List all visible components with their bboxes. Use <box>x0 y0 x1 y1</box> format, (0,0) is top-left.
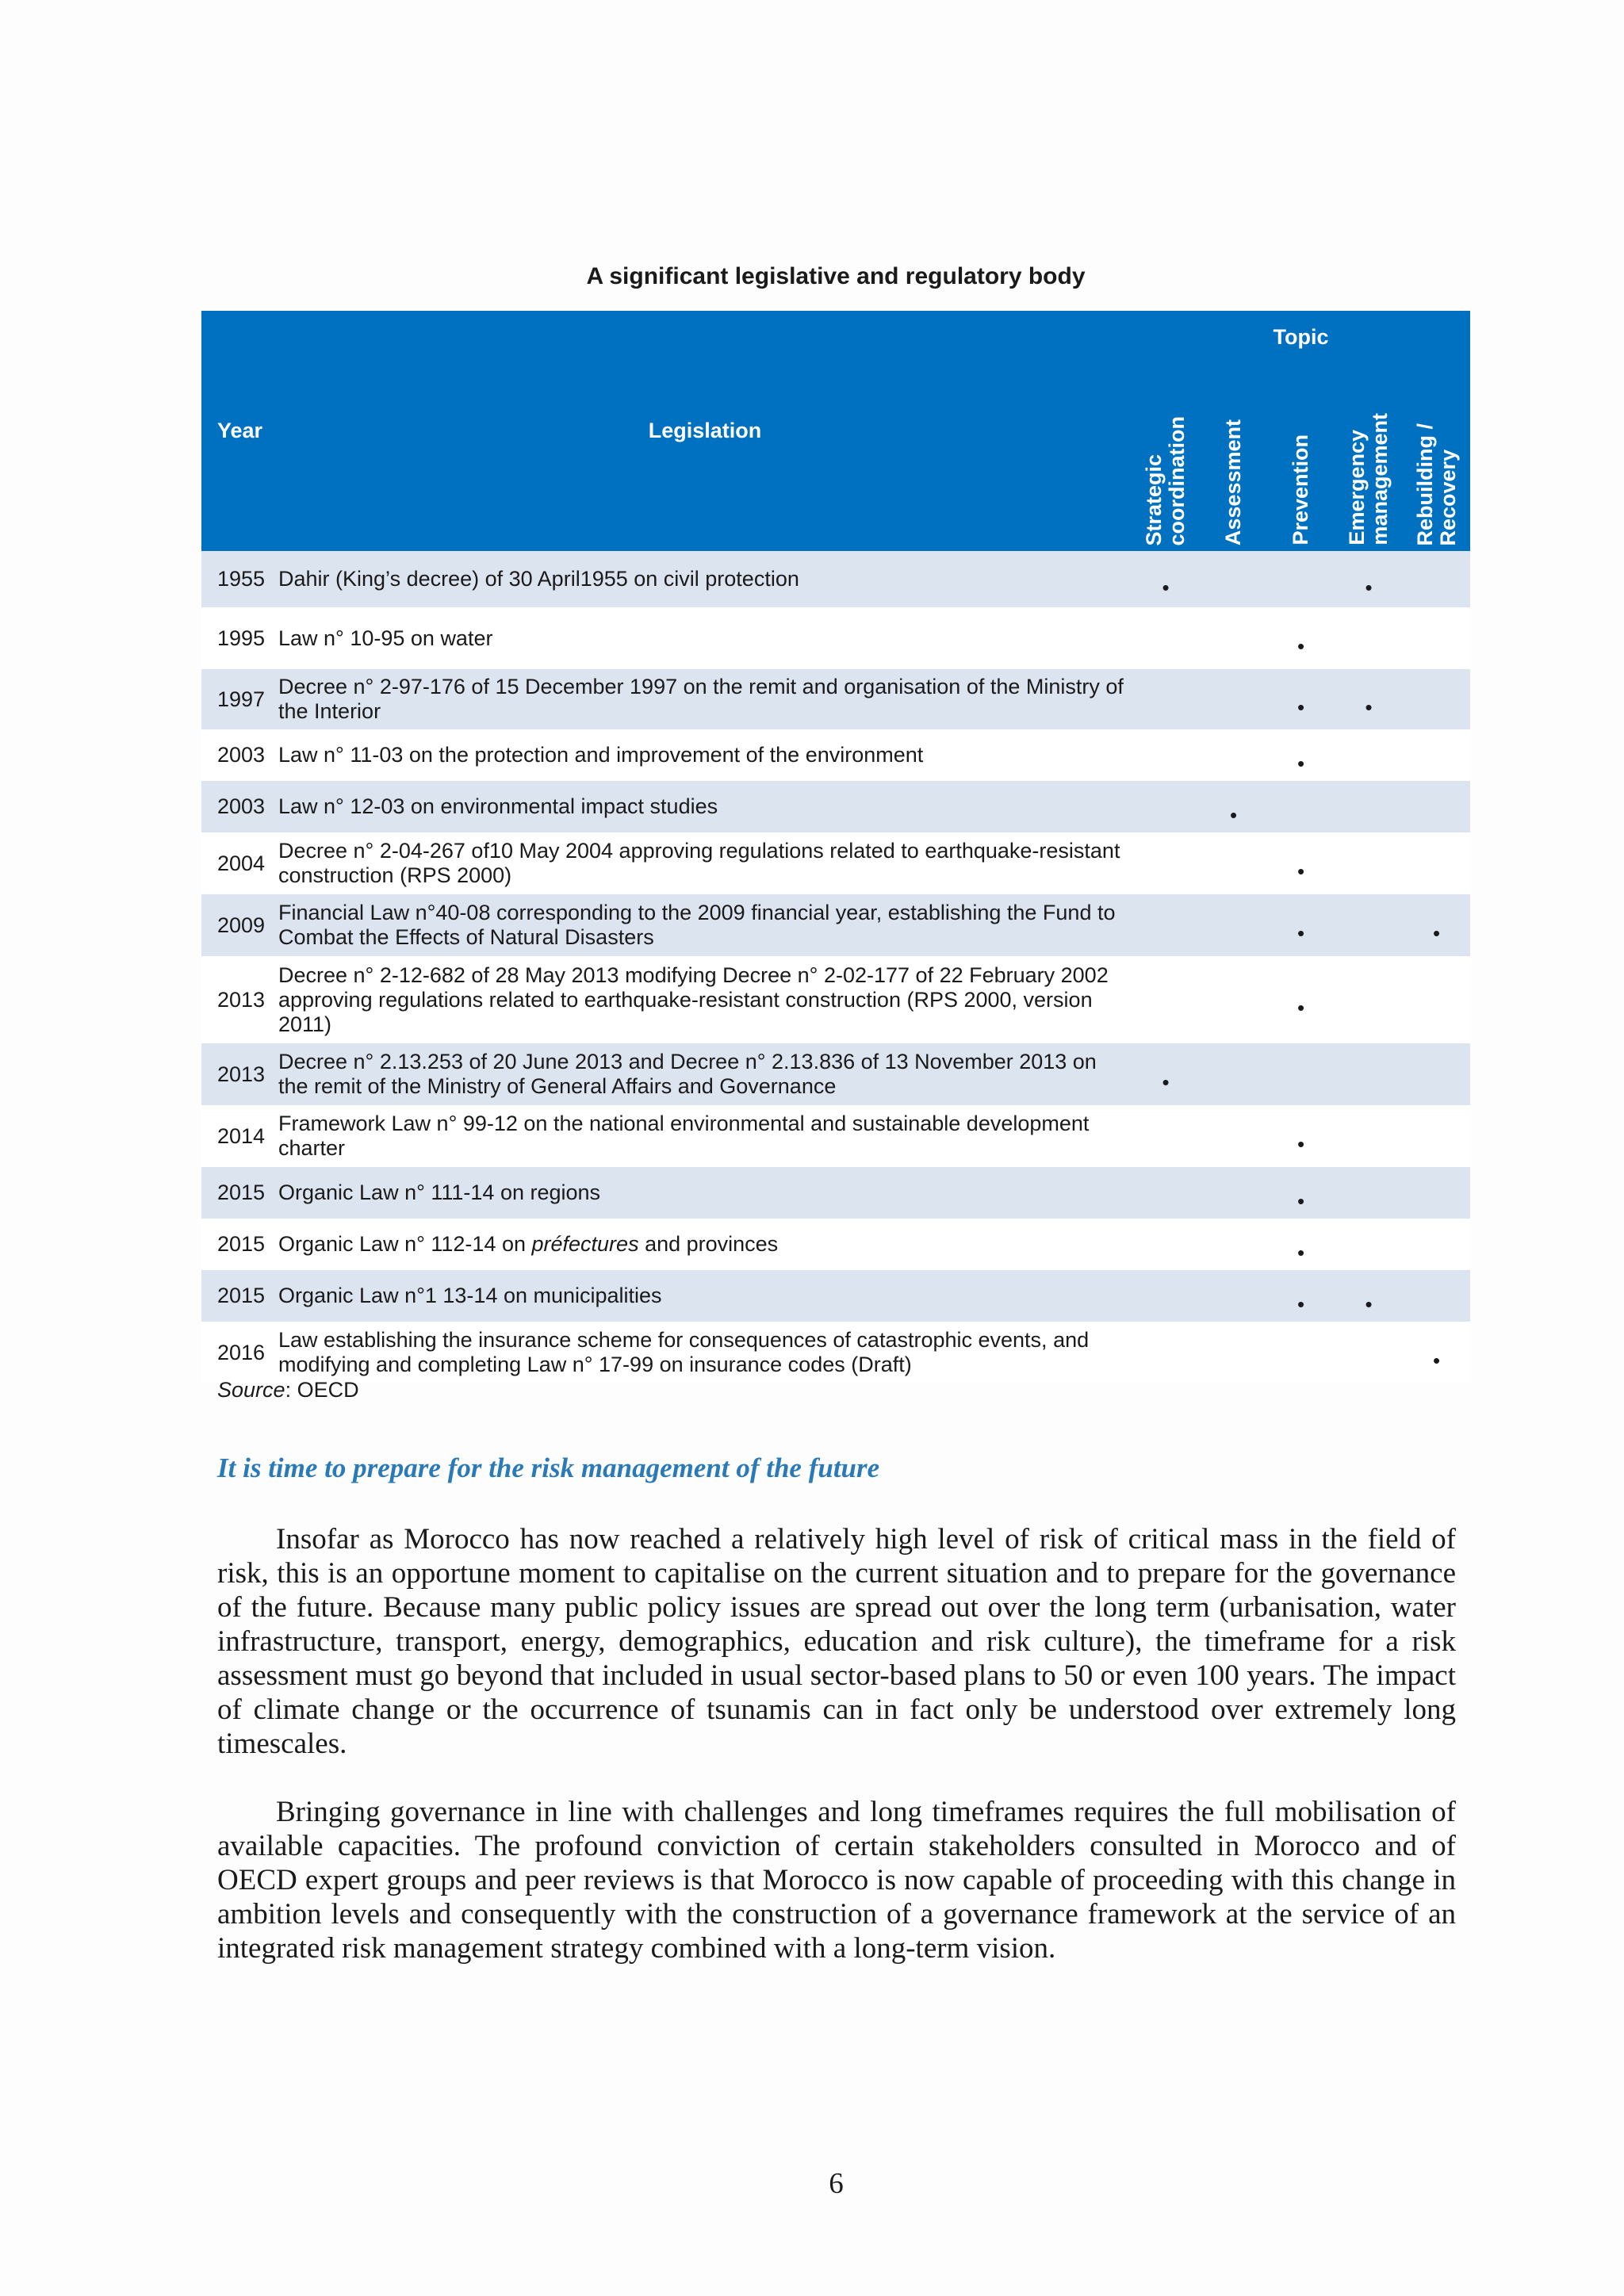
topic-mark-cell <box>1132 669 1200 729</box>
row-legislation: Law n° 11-03 on the protection and improvement of the environment <box>278 729 1132 781</box>
topic-mark-cell <box>1403 1167 1470 1219</box>
bullet-mark: • <box>1297 751 1305 775</box>
topic-mark-cell <box>1335 956 1403 1043</box>
bullet-mark: • <box>1297 859 1305 883</box>
table-title: A significant legislative and regulatory body <box>586 263 1086 289</box>
topic-mark-cell <box>1132 1270 1200 1322</box>
bullet-mark: • <box>1432 1349 1441 1372</box>
topic-mark-cell <box>1267 832 1335 894</box>
topic-mark-cell <box>1132 729 1200 781</box>
topic-mark-cell <box>1403 1105 1470 1167</box>
row-year: 2013 <box>201 1043 278 1105</box>
body-paragraph: Bringing governance in line with challenges and long timeframes requires the full mobilisation of available capacities. The profound conviction of certain stakeholders consulted in Morocco and of OECD expert groups and peer reviews is that Morocco is now capable of proceeding with this change in ambition levels and consequently with the construction of a governance framework at the service of an integrated risk management strategy combined with a long-term vision. <box>217 1796 1456 1965</box>
topic-mark-cell <box>1403 729 1470 781</box>
topic-mark-cell <box>1403 669 1470 729</box>
topic-mark-cell <box>1200 1167 1267 1219</box>
table-row <box>201 669 1470 729</box>
topic-column-header: Topic <box>1132 311 1470 363</box>
row-legislation: Organic Law n° 112-14 on préfectures and provinces <box>278 1219 1132 1270</box>
topic-mark-cell <box>1335 1043 1403 1105</box>
topic-header-rebuilding-recovery: Rebuilding / Recovery <box>1403 363 1470 551</box>
topic-mark-cell <box>1267 607 1335 669</box>
topic-mark-cell <box>1335 1167 1403 1219</box>
topic-mark-cell <box>1335 1270 1403 1322</box>
topic-mark-cell <box>1335 1322 1403 1383</box>
topic-mark-cell <box>1132 781 1200 832</box>
row-year: 2014 <box>201 1105 278 1167</box>
row-legislation: Decree n° 2.13.253 of 20 June 2013 and Decree n° 2.13.836 of 13 November 2013 on the remit of the Ministry of General Affairs and Governance <box>278 1043 1132 1105</box>
bullet-mark: • <box>1162 1070 1170 1094</box>
row-legislation: Organic Law n° 111-14 on regions <box>278 1167 1132 1219</box>
table-row <box>201 1043 1470 1105</box>
section-heading: It is time to prepare for the risk management of the future <box>217 1452 880 1483</box>
bullet-mark: • <box>1297 921 1305 945</box>
table-row <box>201 832 1470 894</box>
row-legislation: Financial Law n°40-08 corresponding to the 2009 financial year, establishing the Fund to Combat the Effects of Natural Disasters <box>278 894 1132 956</box>
topic-mark-cell <box>1132 551 1200 607</box>
topic-mark-cell <box>1403 894 1470 956</box>
bullet-mark: • <box>1297 1188 1305 1213</box>
topic-mark-cell <box>1267 669 1335 729</box>
topic-mark-cell <box>1335 832 1403 894</box>
row-legislation: Law n° 12-03 on environmental impact studies <box>278 781 1132 832</box>
topic-mark-cell <box>1267 1270 1335 1322</box>
table-row <box>201 1219 1470 1270</box>
row-year: 2003 <box>201 729 278 781</box>
row-year: 2004 <box>201 832 278 894</box>
topic-mark-cell <box>1200 1105 1267 1167</box>
topic-mark-cell <box>1200 832 1267 894</box>
topic-mark-cell <box>1403 607 1470 669</box>
table-row <box>201 607 1470 669</box>
table-row <box>201 551 1470 607</box>
bullet-mark: • <box>1297 1240 1305 1265</box>
topic-header-prevention: Prevention <box>1267 363 1335 551</box>
topic-mark-cell <box>1200 1043 1267 1105</box>
topic-header-emergency-management: Emergency management <box>1335 363 1403 551</box>
bullet-mark: • <box>1432 921 1441 945</box>
topic-mark-cell <box>1200 729 1267 781</box>
legislation-table <box>201 311 1470 1383</box>
bullet-mark: • <box>1297 1132 1305 1156</box>
topic-header-assessment: Assessment <box>1200 363 1267 551</box>
topic-mark-cell <box>1403 1043 1470 1105</box>
topic-mark-cell <box>1132 1167 1200 1219</box>
bullet-mark: • <box>1297 996 1305 1020</box>
bullet-mark: • <box>1229 802 1238 827</box>
topic-mark-cell <box>1132 1219 1200 1270</box>
row-legislation: Framework Law n° 99-12 on the national environmental and sustainable development charter <box>278 1105 1132 1167</box>
bullet-mark: • <box>1365 1292 1373 1316</box>
topic-mark-cell <box>1132 956 1200 1043</box>
table-row <box>201 956 1470 1043</box>
row-year: 2015 <box>201 1219 278 1270</box>
row-legislation: Dahir (King’s decree) of 30 April1955 on civil protection <box>278 551 1132 607</box>
table-row <box>201 894 1470 956</box>
topic-mark-cell <box>1335 1105 1403 1167</box>
topic-mark-cell <box>1267 956 1335 1043</box>
topic-mark-cell <box>1200 1322 1267 1383</box>
table-row <box>201 781 1470 832</box>
row-year: 2015 <box>201 1167 278 1219</box>
topic-mark-cell <box>1132 1322 1200 1383</box>
row-year: 1995 <box>201 607 278 669</box>
row-legislation: Decree n° 2-12-682 of 28 May 2013 modifying Decree n° 2-02-177 of 22 February 2002 approving regulations related to earthquake-resistant construction (RPS 2000, version 2011) <box>278 956 1132 1043</box>
table-row <box>201 1270 1470 1322</box>
topic-mark-cell <box>1200 669 1267 729</box>
topic-mark-cell <box>1132 832 1200 894</box>
topic-mark-cell <box>1335 551 1403 607</box>
row-year: 2003 <box>201 781 278 832</box>
table-row <box>201 1167 1470 1219</box>
page-number: 6 <box>829 2168 844 2200</box>
bullet-mark: • <box>1297 695 1305 719</box>
topic-mark-cell <box>1267 1219 1335 1270</box>
topic-mark-cell <box>1335 781 1403 832</box>
topic-header-strategic-coordination: Strategic coordination <box>1132 363 1200 551</box>
topic-mark-cell <box>1200 894 1267 956</box>
row-year: 1997 <box>201 669 278 729</box>
topic-mark-cell <box>1200 551 1267 607</box>
topic-mark-cell <box>1267 1043 1335 1105</box>
bullet-mark: • <box>1297 1292 1305 1316</box>
topic-mark-cell <box>1200 781 1267 832</box>
row-year: 2013 <box>201 956 278 1043</box>
row-legislation: Organic Law n°1 13-14 on municipalities <box>278 1270 1132 1322</box>
row-year: 1955 <box>201 551 278 607</box>
bullet-mark: • <box>1162 575 1170 599</box>
topic-mark-cell <box>1403 1270 1470 1322</box>
row-year: 2016 <box>201 1322 278 1383</box>
bullet-mark: • <box>1365 575 1373 599</box>
row-year: 2015 <box>201 1270 278 1322</box>
topic-mark-cell <box>1335 607 1403 669</box>
topic-mark-cell <box>1267 894 1335 956</box>
topic-mark-cell <box>1267 551 1335 607</box>
bullet-mark: • <box>1365 695 1373 719</box>
row-legislation: Law n° 10-95 on water <box>278 607 1132 669</box>
topic-mark-cell <box>1200 1270 1267 1322</box>
topic-mark-cell <box>1132 894 1200 956</box>
topic-mark-cell <box>1335 729 1403 781</box>
row-legislation: Law establishing the insurance scheme for consequences of catastrophic events, and modifying and completing Law n° 17-99 on insurance codes (Draft) <box>278 1322 1132 1383</box>
topic-mark-cell <box>1403 781 1470 832</box>
bullet-mark: • <box>1297 634 1305 658</box>
topic-mark-cell <box>1403 551 1470 607</box>
topic-mark-cell <box>1403 1219 1470 1270</box>
topic-mark-cell <box>1267 729 1335 781</box>
topic-mark-cell <box>1132 1105 1200 1167</box>
topic-mark-cell <box>1132 607 1200 669</box>
table-row <box>201 729 1470 781</box>
table-row <box>201 1105 1470 1167</box>
row-legislation: Decree n° 2-97-176 of 15 December 1997 on the remit and organisation of the Ministry of the Interior <box>278 669 1132 729</box>
topic-mark-cell <box>1267 1322 1335 1383</box>
table-source: Source: OECD <box>217 1378 359 1402</box>
topic-mark-cell <box>1267 1167 1335 1219</box>
topic-mark-cell <box>1267 781 1335 832</box>
topic-mark-cell <box>1335 669 1403 729</box>
topic-mark-cell <box>1267 1105 1335 1167</box>
topic-mark-cell <box>1335 894 1403 956</box>
topic-mark-cell <box>1132 1043 1200 1105</box>
topic-mark-cell <box>1403 1322 1470 1383</box>
topic-mark-cell <box>1335 1219 1403 1270</box>
topic-mark-cell <box>1403 832 1470 894</box>
topic-mark-cell <box>1200 1219 1267 1270</box>
row-legislation: Decree n° 2-04-267 of10 May 2004 approving regulations related to earthquake-resistant construction (RPS 2000) <box>278 832 1132 894</box>
topic-mark-cell <box>1200 607 1267 669</box>
body-paragraph: Insofar as Morocco has now reached a relatively high level of risk of critical mass in the field of risk, this is an opportune moment to capitalise on the current situation and to prepare for the governance of the future. Because many public policy issues are spread out over the long term (urbanisation, water infrastructure, transport, energy, demographics, education and risk culture), the timeframe for a risk assessment must go beyond that included in usual sector-based plans to 50 or even 100 years. The impact of climate change or the occurrence of tsunamis can in fact only be understood over extremely long timescales. <box>217 1523 1456 1760</box>
topic-mark-cell <box>1403 956 1470 1043</box>
table-row <box>201 1322 1470 1383</box>
legislation-column-header: Legislation <box>278 311 1132 551</box>
year-column-header: Year <box>201 311 278 551</box>
row-year: 2009 <box>201 894 278 956</box>
topic-mark-cell <box>1200 956 1267 1043</box>
